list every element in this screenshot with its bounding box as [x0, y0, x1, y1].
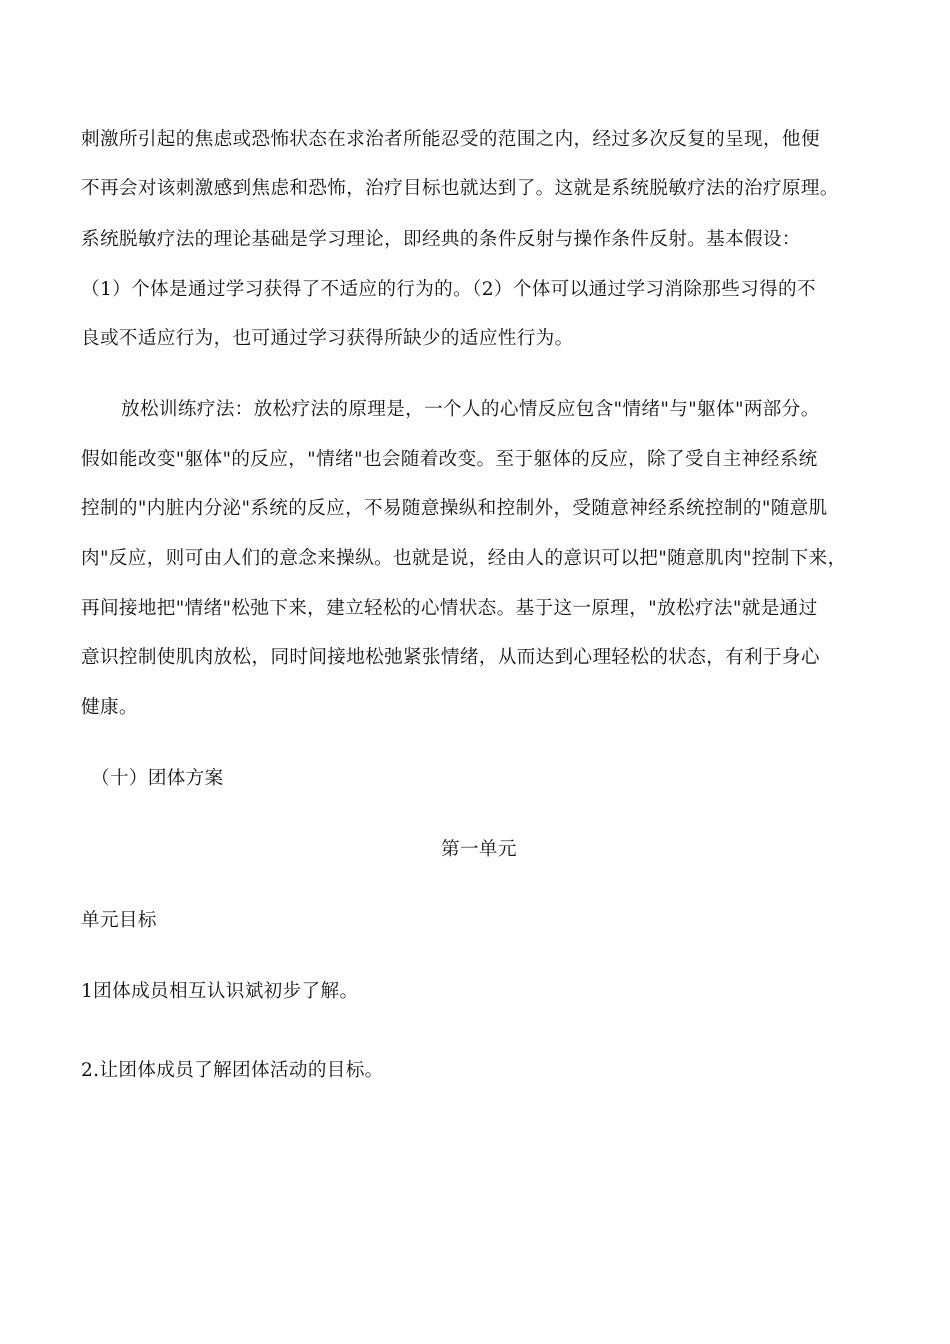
section-heading: （十）团体方案: [91, 768, 224, 789]
unit-goal-label: 单元目标: [81, 910, 157, 931]
unit-title: 第一单元: [441, 839, 517, 860]
paragraph-line: （1）个体是通过学习获得了不适应的行为的。（2）个体可以通过学习消除那些习得的不: [81, 279, 816, 300]
paragraph-line: 良或不适应行为，也可通过学习获得所缺少的适应性行为。: [81, 328, 574, 349]
paragraph-line: 刺激所引起的焦虑或恐怖状态在求治者所能忍受的范围之内，经过多次反复的呈现，他便: [81, 129, 820, 150]
paragraph-line: 不再会对该刺激感到焦虑和恐怖，治疗目标也就达到了。这就是系统脱敏疗法的治疗原理。: [81, 178, 839, 199]
paragraph-line: 系统脱敏疗法的理论基础是学习理论，即经典的条件反射与操作条件反射。基本假设：: [81, 229, 801, 250]
paragraph-line: 肉"反应，则可由人们的意念来操纵。也就是说，经由人的意识可以把"随意肌肉"控制下来，: [81, 548, 847, 569]
paragraph-line: 控制的"内脏内分泌"系统的反应，不易随意操纵和控制外，受随意神经系统控制的"随意肌: [81, 498, 828, 519]
paragraph-line: 再间接地把"情绪"松弛下来，建立轻松的心情状态。基于这一原理，"放松疗法"就是通过: [81, 598, 818, 619]
goal-item: 1团体成员相互认识斌初步了解。: [81, 981, 359, 1002]
paragraph-line: 意识控制使肌肉放松，同时间接地松弛紧张情绪，从而达到心理轻松的状态，有利于身心: [81, 647, 820, 668]
paragraph-line: 放松训练疗法：放松疗法的原理是，一个人的心情反应包含"情绪"与"躯体"两部分。: [121, 399, 820, 420]
paragraph-line: 假如能改变"躯体"的反应，"情绪"也会随着改变。至于躯体的反应，除了受自主神经系统: [81, 449, 818, 470]
paragraph-line: 健康。: [81, 697, 138, 718]
goal-item: 2.让团体成员了解团体活动的目标。: [81, 1060, 384, 1081]
